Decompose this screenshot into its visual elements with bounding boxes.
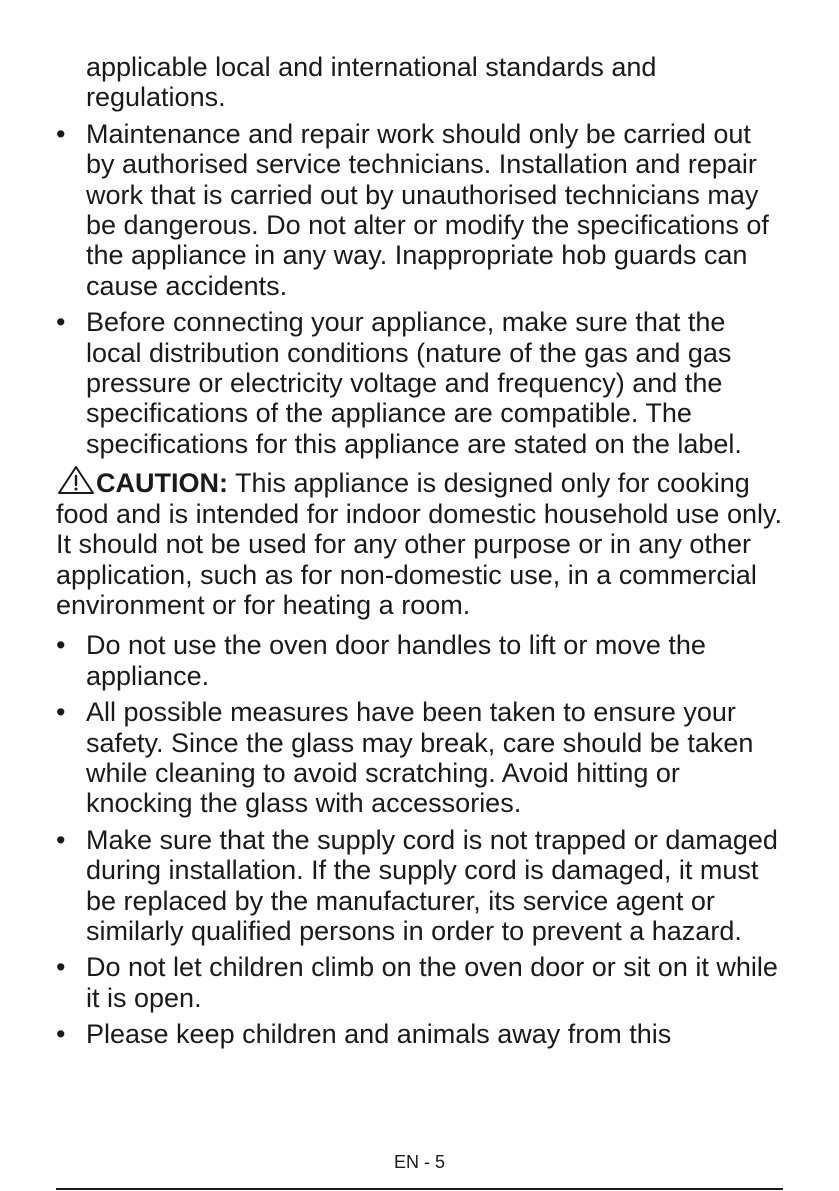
caution-text: This appliance is designed only for cooking food and is intended for indoor domestic household use only. It should not be used for any other purpose or in any other application, such as for non-domestic use, in a commercial environment or for heating a room. — [56, 468, 782, 620]
list-item-text: Do not use the oven door handles to lift or move the appliance. — [86, 630, 706, 691]
bullet-list-top — [56, 119, 786, 459]
page-number: EN - 5 — [393, 1152, 445, 1172]
bullet-mark: • — [56, 307, 66, 338]
list-item — [56, 825, 786, 947]
list-item-text: Make sure that the supply cord is not trapped or damaged during installation. If the supply cord is damaged, it must be replaced by the manufacturer, its service agent or similarly qualified persons in order to prevent a hazard. — [86, 824, 778, 946]
bullet-mark: • — [56, 118, 66, 149]
bullet-mark: • — [56, 952, 66, 983]
document-page — [56, 52, 786, 1056]
list-item — [56, 630, 786, 691]
bullet-mark: • — [56, 1019, 66, 1050]
list-item-text: Please keep children and animals away from this — [86, 1019, 672, 1050]
list-item — [56, 952, 786, 1013]
warning-triangle-icon — [56, 465, 96, 495]
bullet-mark: • — [56, 824, 66, 855]
caution-label: CAUTION: — [96, 468, 228, 499]
caution-paragraph — [56, 465, 786, 620]
list-item-text: Maintenance and repair work should only be carried out by authorised service technicians. Installation and repair work that is carried out by unauthorised technicians may be dangerous. Do not alter or modify the specifications of the appliance in any way. Inappropriate hob guards can cause accidents. — [86, 118, 769, 301]
list-item-text: Do not let children climb on the oven door or sit on it while it is open. — [86, 952, 778, 1013]
bullet-mark: • — [56, 630, 66, 661]
list-item — [56, 697, 786, 819]
footer-divider — [56, 1188, 783, 1190]
bullet-mark: • — [56, 697, 66, 728]
list-item — [56, 119, 786, 301]
list-item-text: Before connecting your appliance, make sure that the local distribution conditions (nature of the gas and gas pressure or electricity voltage and frequency) and the specifications of the appliance are compatible. The specifications for this appliance are stated on the label. — [86, 307, 742, 459]
list-item-text: All possible measures have been taken to ensure your safety. Since the glass may break, care should be taken while cleaning to avoid scratching. Avoid hitting or knocking the glass with accessories. — [86, 697, 754, 819]
continued-paragraph: applicable local and international standards and regulations. — [86, 52, 657, 113]
list-item — [56, 307, 786, 459]
bullet-list-bottom — [56, 630, 786, 1049]
list-item — [56, 1019, 786, 1049]
